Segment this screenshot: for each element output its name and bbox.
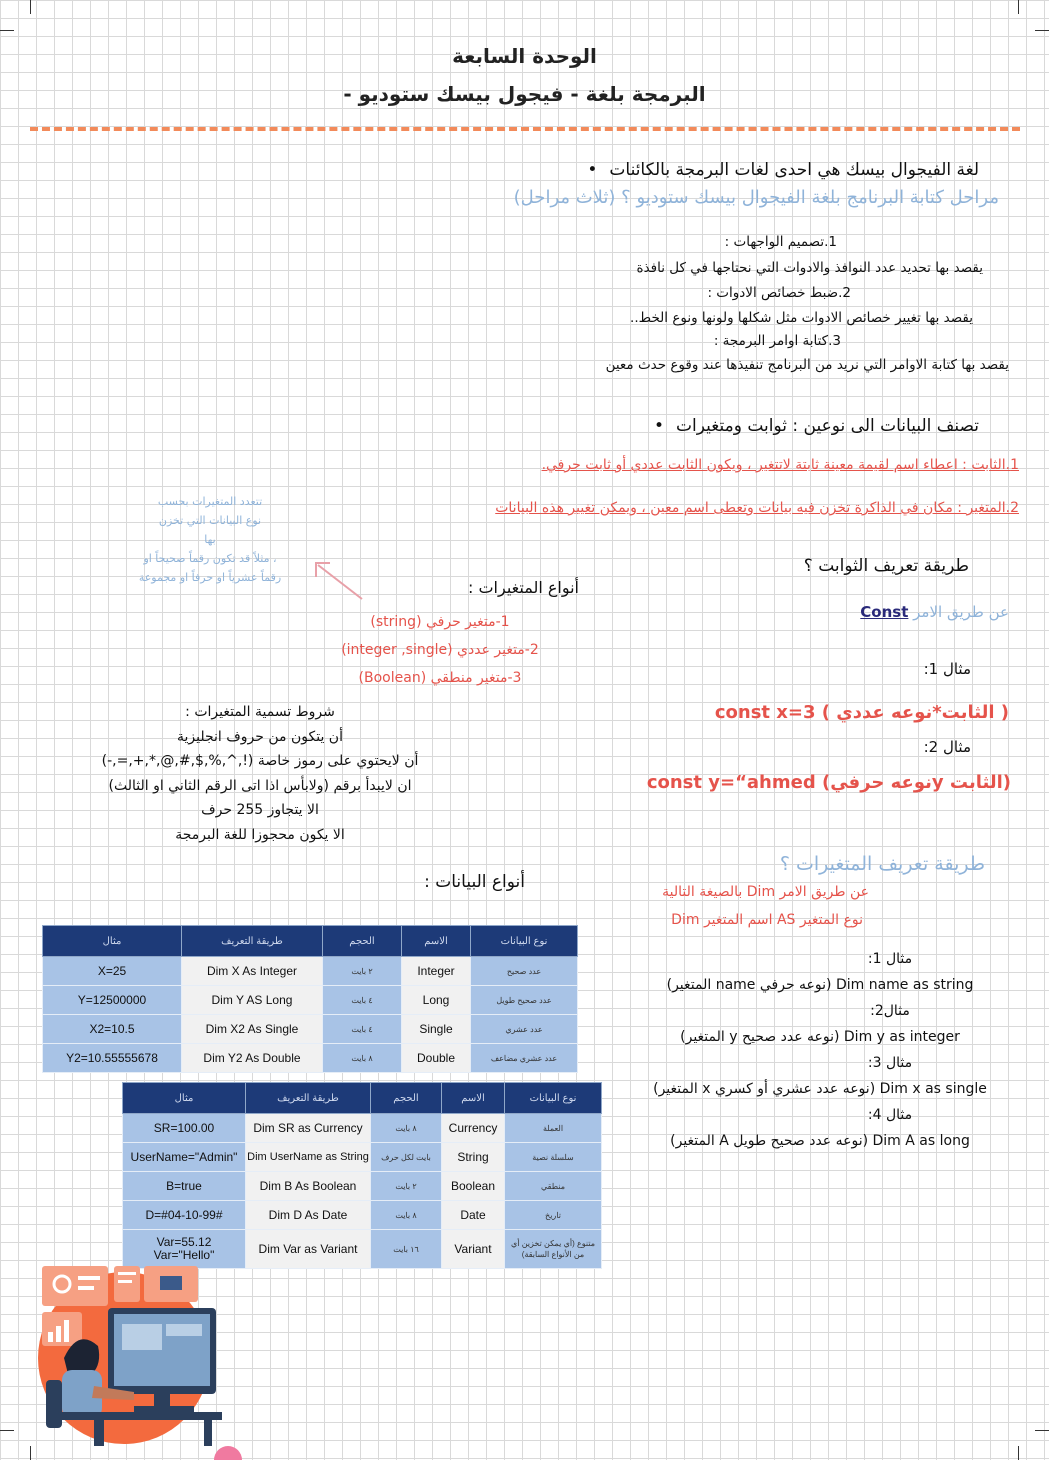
cell: Y=12500000 <box>43 986 182 1015</box>
cell: Double <box>402 1044 471 1073</box>
note-line: نوع البيانات التي تخزن <box>158 514 262 527</box>
data-types-heading: أنواع البيانات : <box>424 872 525 892</box>
note-line: رقماً عشرياً او حرفاً او مجموعة <box>138 571 282 584</box>
crop-mark <box>1018 0 1019 14</box>
naming-rules <box>60 700 460 847</box>
stage-3-desc: يقصد بها كتابة الاوامر التي نريد من البرنامج تنفيذها عند وقوع حدث معين <box>605 357 1009 373</box>
variable-definition: 2.المتغير : مكان في الذاكرة تخزن فيه بيانات وتعطى اسم معين ، ويمكن تغيير هذه البيانات <box>495 500 1019 516</box>
cell: Boolean <box>442 1172 505 1201</box>
var-example-label: مثال2: <box>870 1003 910 1019</box>
var-example-label: مثال 4: <box>867 1107 913 1123</box>
var-def-examples <box>600 946 1040 1154</box>
crop-mark <box>1018 1446 1019 1460</box>
cell: B=true <box>123 1172 246 1201</box>
col-header: نوع البيانات <box>471 926 578 957</box>
const-via <box>609 603 1009 621</box>
naming-rule: الا يتجاوز 255 حرف <box>201 802 319 818</box>
crop-mark <box>0 30 14 31</box>
var-types-heading: أنواع المتغيرات : <box>468 578 579 597</box>
crop-mark <box>30 0 31 14</box>
cell: Dim X2 As Single <box>182 1015 323 1044</box>
table-row <box>43 1044 578 1073</box>
naming-rule: ان لايبدأ برقم (ولابأس اذا اتى الرقم الثاني او الثالث) <box>108 777 412 794</box>
note-line: تتعدد المتغيرات بحسب <box>157 495 263 508</box>
const-heading: طريقة تعريف الثوابت ؟ <box>803 556 969 576</box>
cell: بايت لكل حرف <box>371 1143 442 1172</box>
cell: عدد عشري <box>471 1015 578 1044</box>
cell: ٨ بايت <box>371 1201 442 1230</box>
cell: Dim Y AS Long <box>182 986 323 1015</box>
person-at-computer-illustration <box>34 1262 224 1448</box>
table-row <box>123 1143 602 1172</box>
cell: X=25 <box>43 957 182 986</box>
stage-3-title: 3.كتابة اوامر البرمجة : <box>713 333 841 349</box>
cell: ٢ بايت <box>371 1172 442 1201</box>
bullet-vb-intro <box>279 160 979 180</box>
dashed-divider <box>30 127 1020 131</box>
col-header: مثال <box>43 926 182 957</box>
cell: Dim D As Date <box>246 1201 371 1230</box>
cell: Dim UserName as String <box>246 1143 371 1172</box>
col-header: طريقة التعريف <box>246 1083 371 1114</box>
col-header: الاسم <box>442 1083 505 1114</box>
var-def-heading: طريقة تعريف المتغيرات ؟ <box>779 853 985 875</box>
note-line: بها <box>204 533 216 546</box>
col-header: الحجم <box>371 1083 442 1114</box>
cell: D=#04-10-99# <box>123 1201 246 1230</box>
cell: Dim X As Integer <box>182 957 323 986</box>
cell: ١٦ بايت <box>371 1230 442 1269</box>
stage-1-desc: يقصد بها تحديد عدد النوافذ والادوات التي نحتاجها في كل نافذة <box>636 260 983 276</box>
naming-rule: أن لايحتوي على رموز خاصة (!,^,%,$,#,@,*,+,=,-) <box>101 753 419 769</box>
cell: Variant <box>442 1230 505 1269</box>
table-header-row <box>43 926 578 957</box>
cell: تاريخ <box>505 1201 602 1230</box>
stage-2-title: 2.ضبط خصائص الادوات : <box>707 285 851 301</box>
crop-mark <box>1035 1430 1049 1431</box>
const-example-2-label: مثال 2: <box>923 738 971 756</box>
cell: Currency <box>442 1114 505 1143</box>
stage-2-desc: يقصد بها تغيير خصائص الادوات مثل شكلها ولونها ونوع الخط.. <box>630 310 973 326</box>
stages-question: مراحل كتابة البرنامج بلغة الفيجوال بيسك ستوديو ؟ (ثلاث مراحل) <box>513 187 999 208</box>
cell: العملة <box>505 1114 602 1143</box>
naming-rule: أن يتكون من حروف انجليزية <box>177 728 343 745</box>
table-row <box>123 1201 602 1230</box>
cell: UserName="Admin" <box>123 1143 246 1172</box>
unit-title: الوحدة السابعة <box>452 44 597 68</box>
var-example-label: مثال 3: <box>867 1055 913 1071</box>
cell: عدد صحيح طويل <box>471 986 578 1015</box>
var-example-code: Dim name as string (نوعه حرفي name المتغير) <box>666 977 974 993</box>
side-note <box>130 492 290 587</box>
cell: Var=55.12 Var="Hello" <box>123 1230 246 1269</box>
col-header: طريقة التعريف <box>182 926 323 957</box>
naming-heading: شروط تسمية المتغيرات : <box>185 704 335 720</box>
cell: Dim Var as Variant <box>246 1230 371 1269</box>
col-header: الاسم <box>402 926 471 957</box>
cell: Integer <box>402 957 471 986</box>
var-def-line-1: عن طريق الامر Dim بالصيغة التالية <box>662 884 869 900</box>
bullet-text: لغة الفيجوال بيسك هي احدى لغات البرمجة بالكائنات <box>609 160 979 180</box>
cell: متنوع (أي يمكن تخزين أي من الأنواع السابقة) <box>505 1230 602 1269</box>
cell: ٨ بايت <box>323 1044 402 1073</box>
col-header: نوع البيانات <box>505 1083 602 1114</box>
crop-mark <box>1035 30 1049 31</box>
var-types-list <box>290 608 590 692</box>
var-type-item: 2-متغير عددي (integer ,single) <box>341 642 539 658</box>
decorative-circle <box>212 1444 244 1460</box>
cell: Single <box>402 1015 471 1044</box>
table-row <box>43 986 578 1015</box>
table-row <box>123 1114 602 1143</box>
cell: Y2=10.55555678 <box>43 1044 182 1073</box>
var-example-label: مثال 1: <box>867 951 913 967</box>
bullet-text: تصنف البيانات الى نوعين : ثوابت ومتغيرات <box>676 416 979 436</box>
cell: Dim Y2 As Double <box>182 1044 323 1073</box>
cell: Long <box>402 986 471 1015</box>
cell: ٤ بايت <box>323 1015 402 1044</box>
col-header: الحجم <box>323 926 402 957</box>
table-row <box>43 957 578 986</box>
stage-1-title: 1.تصميم الواجهات : <box>724 234 837 250</box>
var-example-code: Dim y as integer (نوعه عدد صحيح y المتغير) <box>680 1029 960 1045</box>
constant-definition: 1.الثابت : اعطاء اسم لقيمة معينة ثابتة لاتتغير ، ويكون الثابت عددي أو ثابت حرفي. <box>541 457 1019 473</box>
table-row <box>123 1172 602 1201</box>
const-example-2: const y=“ahmed (نوعه حرفيy الثابت) <box>646 772 1011 793</box>
cell: String <box>442 1143 505 1172</box>
cell: ٢ بايت <box>323 957 402 986</box>
var-type-item: 1-متغير حرفي (string) <box>370 614 510 630</box>
cell: سلسلة نصية <box>505 1143 602 1172</box>
const-example-1: const x=3 ( الثابت*نوعه عددي ) <box>714 702 1009 723</box>
page-subtitle: البرمجة بلغة - فيجول بيسك ستوديو - <box>343 82 706 106</box>
const-keyword: Const <box>860 603 909 621</box>
cell: Date <box>442 1201 505 1230</box>
cell: ٤ بايت <box>323 986 402 1015</box>
const-via-text: عن طريق الامر <box>908 603 1009 621</box>
crop-mark <box>30 1446 31 1460</box>
var-example-code: Dim x as single (نوعه عدد عشري أو كسري x المتغير) <box>653 1081 987 1097</box>
cell: X2=10.5 <box>43 1015 182 1044</box>
cell: عدد صحيح <box>471 957 578 986</box>
table-header-row <box>123 1083 602 1114</box>
data-types-table-2 <box>122 1082 602 1269</box>
cell: Dim B As Boolean <box>246 1172 371 1201</box>
bullet-data-class <box>279 416 979 436</box>
naming-rule: الا يكون محجوزا للغة البرمجة <box>175 826 345 843</box>
const-example-1-label: مثال 1: <box>923 660 971 678</box>
var-type-item: 3-متغير منطقي (Boolean) <box>358 670 522 686</box>
col-header: مثال <box>123 1083 246 1114</box>
var-example-code: Dim A as long (نوعه عدد صحيح طويل A المتغير) <box>670 1133 970 1149</box>
data-types-table-1 <box>42 925 578 1073</box>
cell: Dim SR as Currency <box>246 1114 371 1143</box>
note-line: ، مثلاً قد تكون رقماً صحيحاً او <box>143 552 277 565</box>
cell: SR=100.00 <box>123 1114 246 1143</box>
var-def-line-2: Dim اسم المتغير AS نوع المتغير <box>671 912 863 928</box>
cell: عدد عشري مضاعف <box>471 1044 578 1073</box>
cell: منطقي <box>505 1172 602 1201</box>
cell: ٨ بايت <box>371 1114 442 1143</box>
crop-mark <box>0 1430 14 1431</box>
table-row <box>43 1015 578 1044</box>
